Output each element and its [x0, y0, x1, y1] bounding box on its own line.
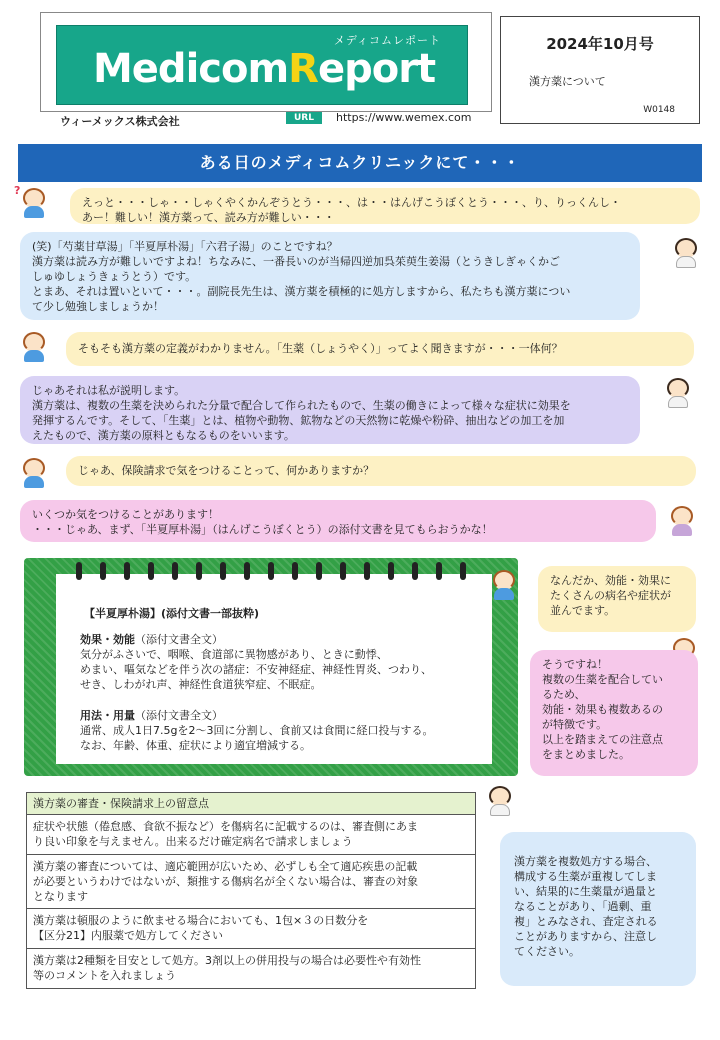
binder-ring [388, 562, 394, 580]
binder-ring [244, 562, 250, 580]
issue-date: 2024年10月号 [546, 35, 654, 53]
effect-section [80, 632, 432, 692]
teacher-avatar [486, 784, 514, 816]
speech-bubble: じゃあ、保険請求で気をつけることって、何かありますか？ [66, 456, 696, 486]
binder-ring [148, 562, 154, 580]
staff-avatar: ? [20, 186, 48, 218]
dosage-section [80, 708, 433, 753]
issue-box [500, 16, 700, 124]
company-name: ウィーメックス株式会社 [60, 115, 180, 128]
binder-ring [340, 562, 346, 580]
binder-ring [172, 562, 178, 580]
logo [56, 25, 468, 105]
teacher-avatar [672, 236, 700, 268]
effect-heading: 効果・効能 [80, 633, 135, 646]
caution-row: 漢方薬は2種類を目安として処方。3剤以上の併用投与の場合は必要性や有効性 等のコメントを入れましょう [27, 949, 476, 989]
issue-code: W0148 [643, 105, 675, 115]
issue-topic: 漢方薬について [529, 75, 606, 88]
binder-ring [220, 562, 226, 580]
binder-ring [364, 562, 370, 580]
url-badge: URL [286, 112, 322, 124]
binder-ring [268, 562, 274, 580]
speech-bubble: えっと・・・しゃ・・しゃくやくかんぞうとう・・・、は・・はんげこうぼくとう・・・、り、りっくんし・ あー！難しい！漢方薬って、読み方が難しい・・・ [70, 188, 700, 224]
caution-row: 症状や状態（倦怠感、食欲不振など）を傷病名に記載するのは、審査側にあま り良い印象を与えません。出来るだけ確定病名で請求しましょう [27, 815, 476, 855]
speech-bubble: そもそも漢方薬の定義がわかりません。「生薬（しょうやく）」ってよく聞きますが・・・一体何？ [66, 332, 694, 366]
binder-ring [460, 562, 466, 580]
caution-heading: 漢方薬の審査・保険請求上の留意点 [27, 793, 476, 815]
binder-ring [436, 562, 442, 580]
document-title: 【半夏厚朴湯】(添付文書一部抜粋) [84, 607, 260, 620]
clerk-avatar [668, 504, 696, 536]
caution-table [26, 792, 476, 989]
speech-bubble: (笑)「芍薬甘草湯」「半夏厚朴湯」「六君子湯」のことですね？ 漢方薬は読み方が難しいですよね！ちなみに、一番長いのが当帰四逆加呉茱萸生姜湯（とうきしぎゃくかご しゅゆしょうきょうとう）です。 とまあ、それは置いといて・・・。副院長先生は、漢方薬を積極的に処方しますから、私たちも漢方薬につい て少し勉強しましょうか！ [20, 232, 640, 320]
side-speech-bubble: なんだか、効能・効果に たくさんの病名や症状が 並んでます。 [538, 566, 696, 632]
staff-avatar [20, 456, 48, 488]
staff-avatar [20, 330, 48, 362]
dosage-text: 通常、成人1日7.5gを2〜3回に分割し、食前又は食間に経口投与する。 なお、年齢、体重、症状により適宜増減する。 [80, 724, 434, 752]
vice-director-avatar [664, 376, 692, 408]
caution-row: 漢方薬は頓服のように飲ませる場合においても、1包×３の日数分を 【区分21】内服薬で処方してください [27, 909, 476, 949]
logo-subtitle: メディコムレポート [333, 34, 441, 47]
binder-ring [316, 562, 322, 580]
caution-row: 漢方薬の審査については、適応範囲が広いため、必ずしも全て適応疾患の記載 が必要というわけではないが、類推する傷病名が全くない場合は、審査の対象 となります [27, 855, 476, 909]
side-speech-bubble: 漢方薬を複数処方する場合、 構成する生薬が重複してしま い、結果的に生薬量が過量と なることがあり、「過剰、重 複」とみなされ、査定される ことがありますから、注意し てください。 [500, 832, 696, 986]
logo-title: MedicomReport [93, 46, 436, 92]
url-link[interactable]: https://www.wemex.com [336, 111, 472, 124]
binder-ring [412, 562, 418, 580]
binder-ring [196, 562, 202, 580]
binder-ring [76, 562, 82, 580]
binder-ring [100, 562, 106, 580]
binder-ring [292, 562, 298, 580]
effect-note: （添付文書全文） [135, 633, 223, 646]
binder-ring [124, 562, 130, 580]
effect-text: 気分がふさいで、咽喉、食道部に異物感があり、ときに動悸、 めまい、嘔気などを伴う次の諸症：不安神経症、神経性胃炎、つわり、 せき、しわがれ声、神経性食道狭窄症、不眠症。 [80, 648, 432, 691]
staff-avatar [490, 568, 518, 600]
dosage-heading: 用法・用量 [80, 709, 135, 722]
dosage-note: （添付文書全文） [135, 709, 223, 722]
speech-bubble: いくつか気をつけることがあります！ ・・・じゃあ、まず、「半夏厚朴湯」（はんげこうぼくとう）の添付文書を見てもらおうかな！ [20, 500, 656, 542]
section-banner: ある日のメディコムクリニックにて・・・ [18, 144, 702, 182]
speech-bubble: じゃあそれは私が説明します。 漢方薬は、複数の生薬を決められた分量で配合して作られたもので、生薬の働きによって様々な症状に効果を 発揮するんです。そして、「生薬」とは、植物や動物、鉱物などの天然物に乾燥や粉砕、抽出などの加工を加 えたもので、漢方薬の原料ともなるものをいいます。 [20, 376, 640, 444]
side-speech-bubble: そうですね！ 複数の生薬を配合してい るため、 効能・効果も複数あるの が特徴です。 以上を踏まえての注意点 をまとめました。 [530, 650, 698, 776]
